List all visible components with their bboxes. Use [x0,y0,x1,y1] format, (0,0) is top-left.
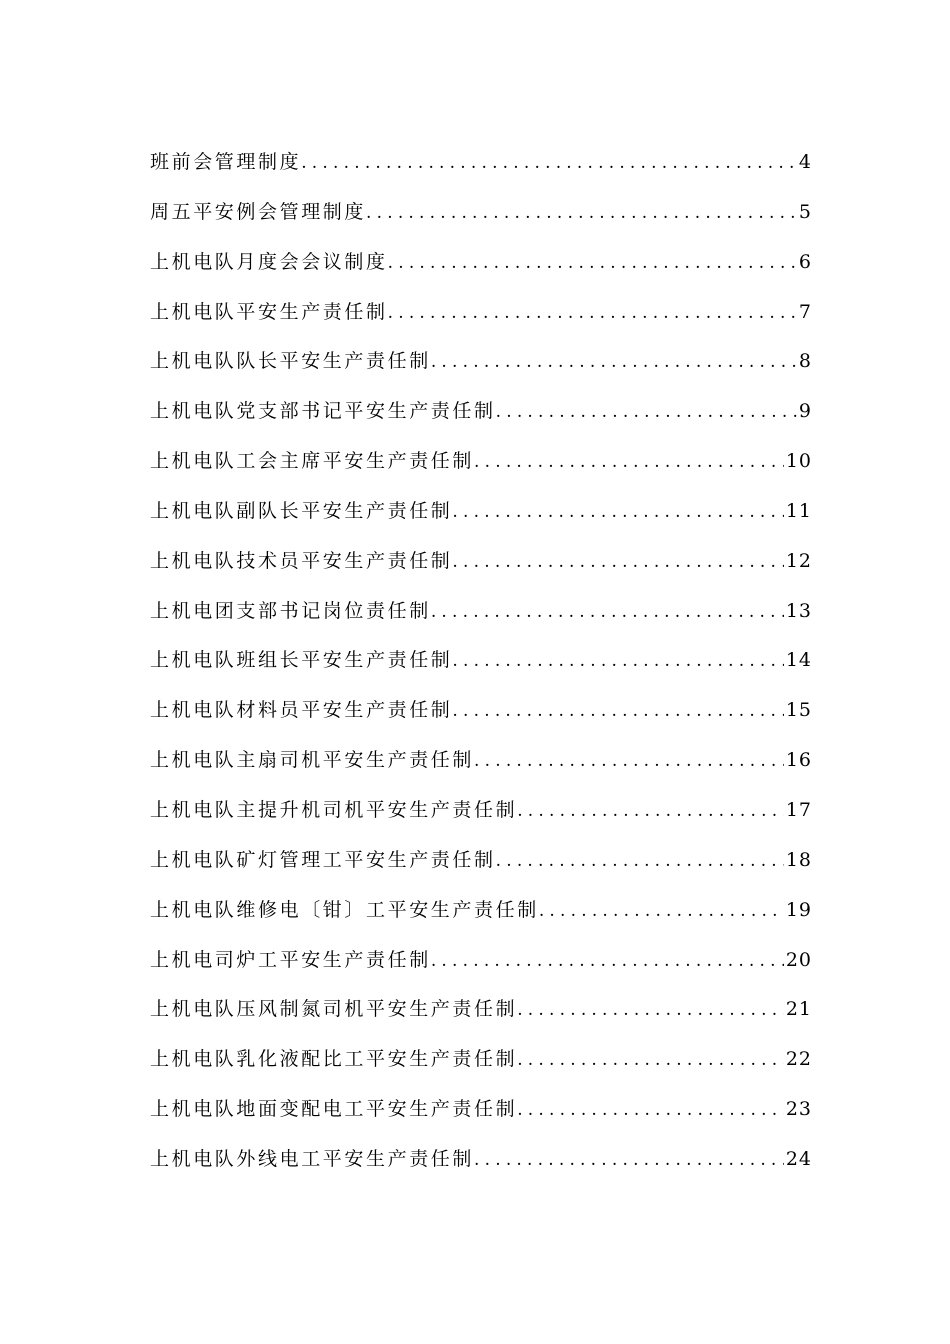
toc-entry-title: 上机电队队长平安生产责任制 [150,350,431,373]
toc-entry[interactable] [150,1085,812,1135]
toc-dot-leader [517,1036,784,1086]
toc-entry[interactable] [150,238,812,288]
toc-entry[interactable] [150,836,812,886]
toc-entry-title: 上机电队主提升机司机平安生产责任制 [150,798,518,821]
toc-entry[interactable] [150,387,812,437]
toc-entry-page-number: 6 [798,250,812,273]
toc-entry-title: 周五平安例会管理制度 [150,200,367,223]
toc-entry[interactable] [150,636,812,686]
toc-dot-leader [431,338,797,388]
toc-entry[interactable] [150,1135,812,1185]
toc-entry-title: 上机电队平安生产责任制 [150,300,388,323]
toc-entry[interactable] [150,188,812,238]
toc-entry-page-number: 24 [785,1147,812,1170]
toc-entry-title: 上机电队外线电工平安生产责任制 [150,1147,475,1170]
toc-entry-page-number: 17 [785,798,812,821]
toc-entry-page-number: 4 [798,151,812,173]
toc-dot-leader [452,488,783,538]
toc-dot-leader [517,986,784,1036]
toc-entry[interactable] [150,936,812,986]
toc-entry-title: 上机电队压风制氮司机平安生产责任制 [150,998,518,1021]
toc-dot-leader [301,139,797,189]
toc-entry-page-number: 23 [785,1098,812,1121]
toc-entry-page-number: 10 [785,450,812,473]
toc-dot-leader [452,637,783,687]
toc-entry-page-number: 21 [785,998,812,1021]
toc-dot-leader [517,1086,784,1136]
toc-entry-page-number: 15 [785,699,812,722]
toc-entry-title: 班前会管理制度 [150,151,302,173]
toc-entry-title: 上机电队班组长平安生产责任制 [150,649,453,672]
toc-dot-leader [517,787,784,837]
toc-dot-leader [539,887,784,937]
toc-dot-leader [452,687,783,737]
toc-entry[interactable] [150,985,812,1035]
toc-dot-leader [388,239,797,289]
toc-dot-leader [496,388,797,438]
toc-dot-leader [474,438,784,488]
toc-entry[interactable] [150,537,812,587]
toc-dot-leader [452,538,783,588]
toc-entry-title: 上机电司炉工平安生产责任制 [150,948,431,971]
toc-entry-page-number: 22 [785,1048,812,1071]
toc-entry-title: 上机电队乳化液配比工平安生产责任制 [150,1048,518,1071]
toc-entry-page-number: 20 [785,948,812,971]
toc-entry[interactable] [150,1035,812,1085]
toc-entry-page-number: 19 [785,898,812,921]
toc-dot-leader [431,937,784,987]
toc-entry-page-number: 14 [785,649,812,672]
toc-entry-page-number: 9 [798,400,812,423]
toc-entry-page-number: 5 [798,200,812,223]
toc-entry[interactable] [150,587,812,637]
toc-entry[interactable] [150,487,812,537]
toc-entry-page-number: 8 [798,350,812,373]
toc-dot-leader [366,189,797,239]
toc-entry-title: 上机电队地面变配电工平安生产责任制 [150,1098,518,1121]
table-of-contents [150,138,812,1185]
toc-entry-title: 上机电队技术员平安生产责任制 [150,549,453,572]
toc-entry-title: 上机电队党支部书记平安生产责任制 [150,400,496,423]
toc-entry[interactable] [150,886,812,936]
toc-entry-title: 上机电队工会主席平安生产责任制 [150,450,475,473]
toc-entry-title: 上机电队副队长平安生产责任制 [150,499,453,522]
toc-entry-page-number: 13 [785,599,812,622]
toc-entry-title: 上机电队材料员平安生产责任制 [150,699,453,722]
toc-entry-page-number: 18 [785,848,812,871]
toc-entry-title: 上机电队月度会会议制度 [150,250,388,273]
toc-entry-page-number: 16 [785,749,812,772]
toc-entry-page-number: 7 [798,300,812,323]
toc-entry[interactable] [150,288,812,338]
toc-entry-title: 上机电团支部书记岗位责任制 [150,599,431,622]
toc-entry-title: 上机电队主扇司机平安生产责任制 [150,749,475,772]
toc-entry-page-number: 12 [785,549,812,572]
toc-dot-leader [496,837,784,887]
toc-entry[interactable] [150,337,812,387]
toc-entry[interactable] [150,138,812,188]
toc-entry[interactable] [150,437,812,487]
toc-entry[interactable] [150,686,812,736]
toc-entry-title: 上机电队矿灯管理工平安生产责任制 [150,848,496,871]
toc-entry[interactable] [150,786,812,836]
toc-entry-page-number: 11 [785,499,812,522]
toc-dot-leader [474,1136,784,1186]
toc-dot-leader [388,289,797,339]
toc-entry-title: 上机电队维修电〔钳〕工平安生产责任制 [150,898,539,921]
toc-dot-leader [474,737,784,787]
toc-entry[interactable] [150,736,812,786]
toc-dot-leader [431,588,784,638]
